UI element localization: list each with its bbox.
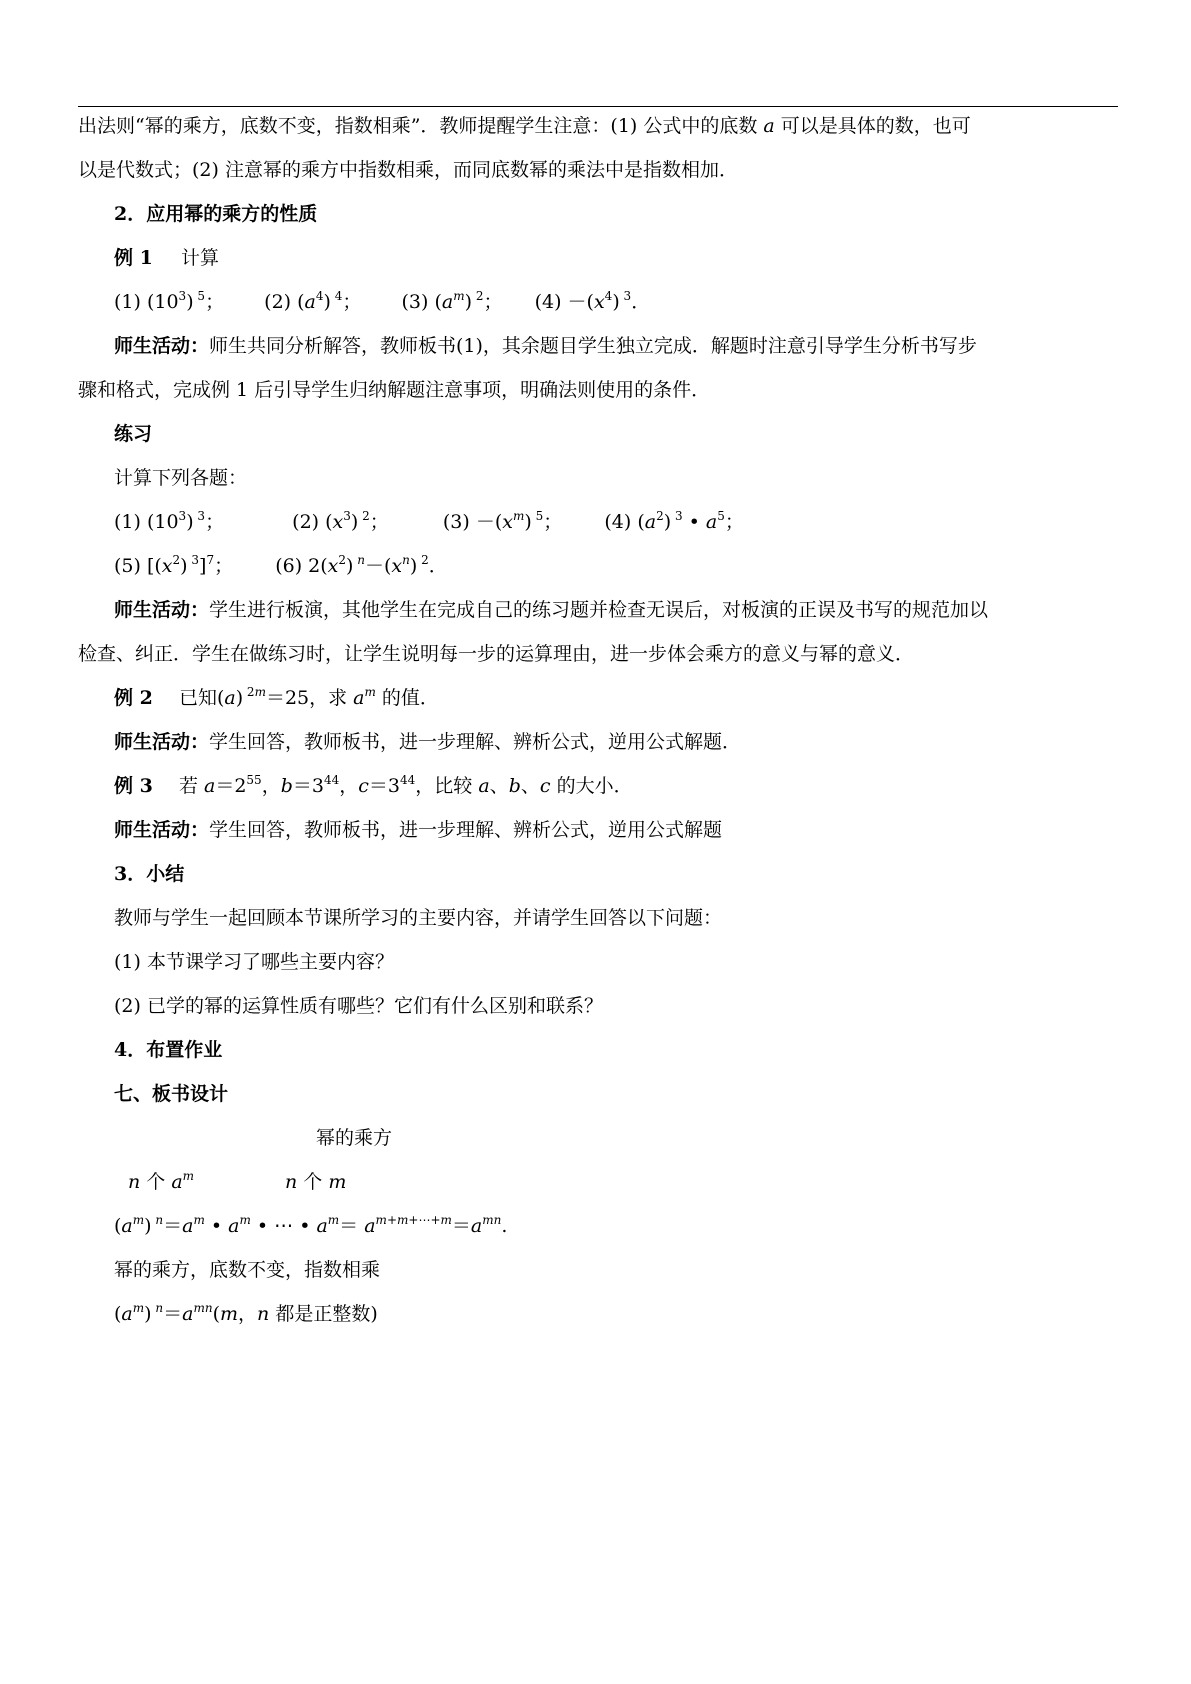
example-2-text: 已知(a) $^{2m}$＝25，求 $a^m$ 的值．: [178, 685, 439, 709]
example-1-item-4: $(4) -(x^4)$ $^3$．: [534, 289, 651, 313]
practice-item-2: (2) $(x^3)$ $^2$；: [292, 509, 389, 533]
section-3-question-1: (1) 本节课学习了哪些主要内容？: [114, 951, 394, 973]
example-1-item-1: (1) $(10^3)$ $^5$；: [114, 289, 225, 313]
intro-line-2: 以是代数式；(2) 注意幂的乘方中指数相乘，而同底数幂的乘法中是指数相加．: [78, 159, 738, 181]
activity-1-label: 师生活动：: [114, 335, 210, 357]
section-3-intro: 教师与学生一起回顾本节课所学习的主要内容，并请学生回答以下问题：: [114, 907, 723, 929]
activity-1-line-1: 师生活动：师生共同分析解答，教师板书(1)，其余题目学生独立完成．解题时注意引导学生分析书写步: [114, 335, 977, 357]
header-rule: [78, 106, 1118, 107]
activity-2-line-2: 检查、纠正．学生在做练习时，让学生说明每一步的运算理由，进一步体会乘方的意义与幂的意义．: [78, 643, 915, 665]
activity-2-label: 师生活动：: [114, 599, 210, 621]
activity-1-line-2: 骤和格式，完成例 1 后引导学生归纳解题注意事项，明确法则使用的条件．: [78, 379, 711, 401]
practice-item-6: (6) $2(x^2)$ $^n-(x^n)$ $^2$．: [275, 553, 448, 577]
brace-label-2: n 个 m: [285, 1171, 347, 1193]
example-1: [114, 249, 219, 268]
board-formula-expansion: $(a^m)$ $^n=a^m$ • $a^m$ • ⋯ • $a^m= a^{m+m+\cdots+m}=a^{mn}$.: [114, 1213, 508, 1237]
intro-line-1: 出法则“幂的乘方，底数不变，指数相乘”．教师提醒学生注意：(1) 公式中的底数 a 可以是具体的数，也可: [78, 115, 971, 137]
activity-3: 师生活动：学生回答，教师板书，进一步理解、辨析公式，逆用公式解题．: [114, 731, 742, 753]
practice-item-3: $(3) -(x^m)$ $^5$；: [442, 509, 563, 533]
example-2: [114, 685, 439, 709]
practice-item-1: (1) $(10^3)$ $^3$；: [114, 509, 225, 533]
board-title: 幂的乘方: [316, 1127, 393, 1149]
example-3-text: 若 $a=2^{55}$，$b=3^{44}$，$c=3^{44}$，比较 a、b、c 的大小．: [178, 773, 633, 797]
activity-4-label: 师生活动：: [114, 819, 210, 841]
activity-3-label: 师生活动：: [114, 731, 210, 753]
section-3-heading: 3．小结: [114, 863, 185, 885]
example-3: [114, 773, 633, 797]
brace-label-1: n 个 $a^m$: [128, 1169, 195, 1193]
example-1-item-2: (2) $(a^4)$ $^4$；: [264, 289, 362, 313]
section-7-heading: 七、板书设计: [114, 1083, 229, 1105]
practice-prompt: 计算下列各题：: [114, 467, 248, 489]
section-2-heading: 2．应用幂的乘方的性质: [114, 203, 318, 225]
example-2-label: 例 2: [114, 687, 153, 709]
example-1-title: 计算: [180, 247, 219, 269]
section-3-question-2: (2) 已学的幂的运算性质有哪些？它们有什么区别和联系？: [114, 995, 603, 1017]
example-1-label: 例 1: [114, 247, 153, 269]
section-4-heading: 4．布置作业: [114, 1039, 223, 1061]
board-rule-text: 幂的乘方，底数不变，指数相乘: [114, 1259, 381, 1281]
practice-items-row-1: [114, 509, 744, 533]
example-1-items: [114, 289, 651, 313]
practice-items-row-2: [114, 553, 448, 577]
example-3-label: 例 3: [114, 775, 153, 797]
board-formula-final: $(a^m)$ $^n=a^{mn}(m$，n 都是正整数): [114, 1301, 378, 1325]
practice-item-5: (5) [$(x^2)$ $^3$]$^7$；: [114, 553, 234, 577]
activity-2-line-1: 师生活动：学生进行板演，其他学生在完成自己的练习题并检查无误后，对板演的正误及书写的规范加以: [114, 599, 989, 621]
practice-item-4: (4) $(a^2)$ $^3$ • $a^5$；: [604, 509, 744, 533]
practice-heading: 练习: [114, 423, 153, 445]
activity-4: 师生活动：学生回答，教师板书，进一步理解、辨析公式，逆用公式解题: [114, 819, 723, 841]
example-1-item-3: (3) $(a^m)$ $^2$；: [401, 289, 503, 313]
